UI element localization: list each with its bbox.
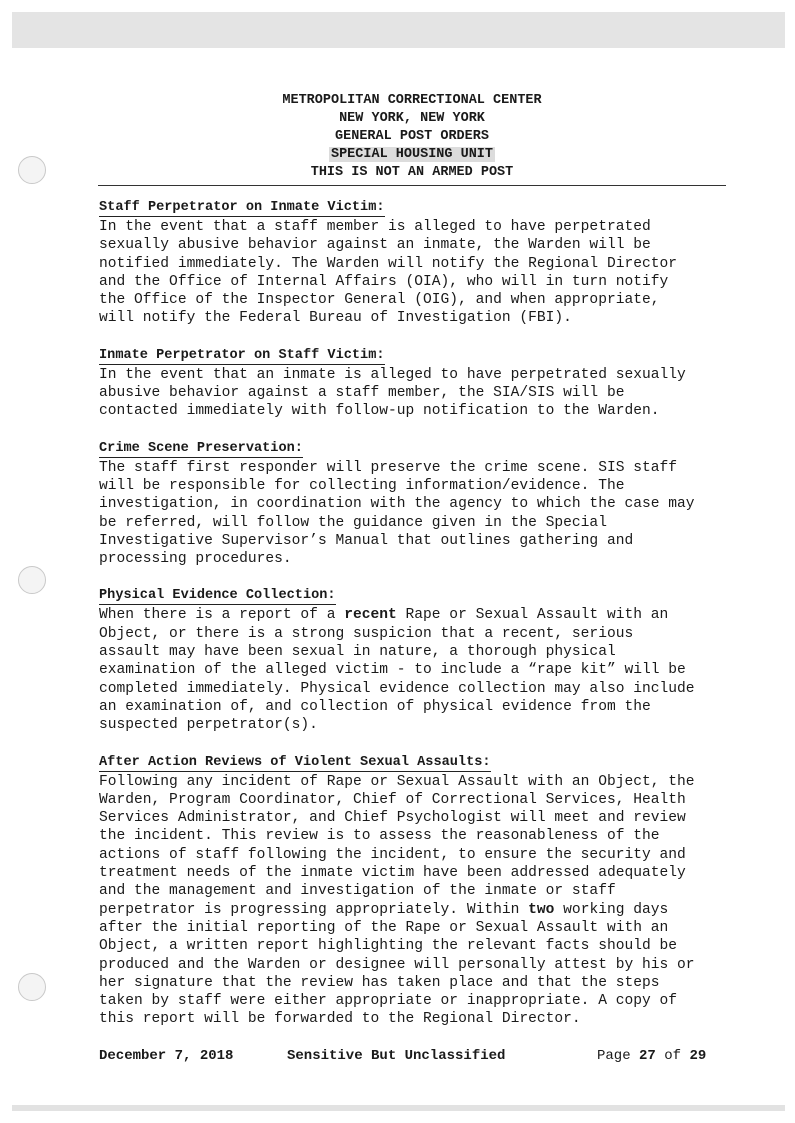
section-crime-scene xyxy=(99,439,759,569)
text-line: this report will be forwarded to the Regional Director. xyxy=(99,1011,581,1028)
section-text xyxy=(99,606,759,734)
emphasis-two: two xyxy=(528,901,555,918)
section-after-action-reviews xyxy=(99,753,759,1029)
page-label: Page xyxy=(597,1048,631,1064)
text-line: after the initial reporting of the Rape or Sexual Assault with an xyxy=(99,919,669,936)
header-post-orders: GENERAL POST ORDERS xyxy=(335,129,489,144)
binder-hole-top xyxy=(18,156,46,184)
text-line: Services Administrator, and Chief Psychologist will meet and review xyxy=(99,810,686,827)
text-line: the incident. This review is to assess the reasonableness of the xyxy=(99,828,660,845)
header-armed-status: THIS IS NOT AN ARMED POST xyxy=(310,165,514,180)
text-line: The staff first responder will preserve the crime scene. SIS staff xyxy=(99,459,678,476)
section-title: After Action Reviews of Violent Sexual Assaults: xyxy=(99,754,491,770)
text-line: Investigative Supervisor’s Manual that outlines gathering and xyxy=(99,532,634,549)
text-line: Object, a written report highlighting the relevant facts should be xyxy=(99,938,678,955)
text-line: treatment needs of the inmate victim have been addressed adequately xyxy=(99,865,686,882)
text-line: Object, or there is a strong suspicion that a recent, serious xyxy=(99,625,634,642)
text-line: assault may have been sexual in nature, a thorough physical xyxy=(99,644,616,661)
footer-classification: Sensitive But Unclassified xyxy=(287,1048,506,1064)
text-fragment: Rape or Sexual Assault with an xyxy=(396,607,669,624)
text-line: actions of staff following the incident, to ensure the security and xyxy=(99,846,686,863)
text-line: sexually abusive behavior against an inmate, the Warden will be xyxy=(99,237,651,254)
text-line: and the Office of Internal Affairs (OIA), who will in turn notify xyxy=(99,273,669,290)
text-line: suspected perpetrator(s). xyxy=(99,717,318,734)
page-current: 27 xyxy=(639,1048,656,1064)
section-text xyxy=(99,459,759,569)
section-title: Staff Perpetrator on Inmate Victim: xyxy=(99,200,385,215)
emphasis-recent: recent xyxy=(344,607,397,624)
text-line: an examination of, and collection of physical evidence from the xyxy=(99,698,651,715)
scan-edge-top xyxy=(12,12,785,48)
text-line: will notify the Federal Bureau of Investigation (FBI). xyxy=(99,310,572,327)
text-line: produced and the Warden or designee will personally attest by his or xyxy=(99,956,695,973)
text-fragment: working days xyxy=(554,901,669,918)
section-title: Physical Evidence Collection: xyxy=(99,588,336,604)
text-line: Warden, Program Coordinator, Chief of Correctional Services, Health xyxy=(99,791,686,808)
footer-page-number xyxy=(597,1048,706,1064)
text-line: processing procedures. xyxy=(99,551,292,568)
section-staff-perpetrator xyxy=(99,198,759,328)
text-line: completed immediately. Physical evidence collection may also include xyxy=(99,680,695,697)
text-fragment: When there is a report of a xyxy=(99,607,345,624)
text-fragment: perpetrator is progressing appropriately. Within xyxy=(99,901,529,918)
text-line: investigation, in coordination with the agency to which the case may xyxy=(99,496,695,513)
text-line: notified immediately. The Warden will notify the Regional Director xyxy=(99,255,678,272)
section-title: Crime Scene Preservation: xyxy=(99,440,303,456)
text-line: contacted immediately with follow-up notification to the Warden. xyxy=(99,403,660,420)
section-text xyxy=(99,366,759,421)
document-body xyxy=(99,198,759,1047)
header-institution: METROPOLITAN CORRECTIONAL CENTER xyxy=(282,93,542,108)
text-line: and the management and investigation of the inmate or staff xyxy=(99,883,616,900)
binder-hole-middle xyxy=(18,566,46,594)
text-line: her signature that the review has taken place and that the steps xyxy=(99,974,660,991)
binder-hole-bottom xyxy=(18,973,46,1001)
header-location: NEW YORK, NEW YORK xyxy=(339,111,485,126)
text-line: In the event that an inmate is alleged to have perpetrated sexually xyxy=(99,366,686,383)
section-physical-evidence xyxy=(99,586,759,734)
page-total: 29 xyxy=(689,1048,707,1064)
section-title: Inmate Perpetrator on Staff Victim: xyxy=(99,347,385,363)
header-divider xyxy=(98,185,726,186)
text-line: be referred, will follow the guidance given in the Special xyxy=(99,514,607,531)
text-line: examination of the alleged victim - to include a “rape kit” will be xyxy=(99,662,686,679)
text-line: In the event that a staff member is alleged to have perpetrated xyxy=(99,219,651,235)
text-line: taken by staff were either appropriate or inappropriate. A copy of xyxy=(99,993,678,1010)
document-header xyxy=(98,92,726,182)
section-text xyxy=(99,773,759,1029)
scan-edge-bottom xyxy=(12,1105,785,1111)
text-line: will be responsible for collecting information/evidence. The xyxy=(99,477,625,494)
footer-date: December 7, 2018 xyxy=(99,1048,234,1064)
text-line: abusive behavior against a staff member, the SIA/SIS will be xyxy=(99,385,625,402)
text-line xyxy=(99,606,759,624)
text-line: Following any incident of Rape or Sexual Assault with an Object, the xyxy=(99,773,695,790)
page-of-label: of xyxy=(664,1048,682,1064)
header-unit: SPECIAL HOUSING UNIT xyxy=(330,147,494,162)
section-inmate-perpetrator xyxy=(99,346,759,421)
section-text xyxy=(99,218,759,328)
text-line: the Office of the Inspector General (OIG), and when appropriate, xyxy=(99,292,660,309)
text-line xyxy=(99,901,759,919)
